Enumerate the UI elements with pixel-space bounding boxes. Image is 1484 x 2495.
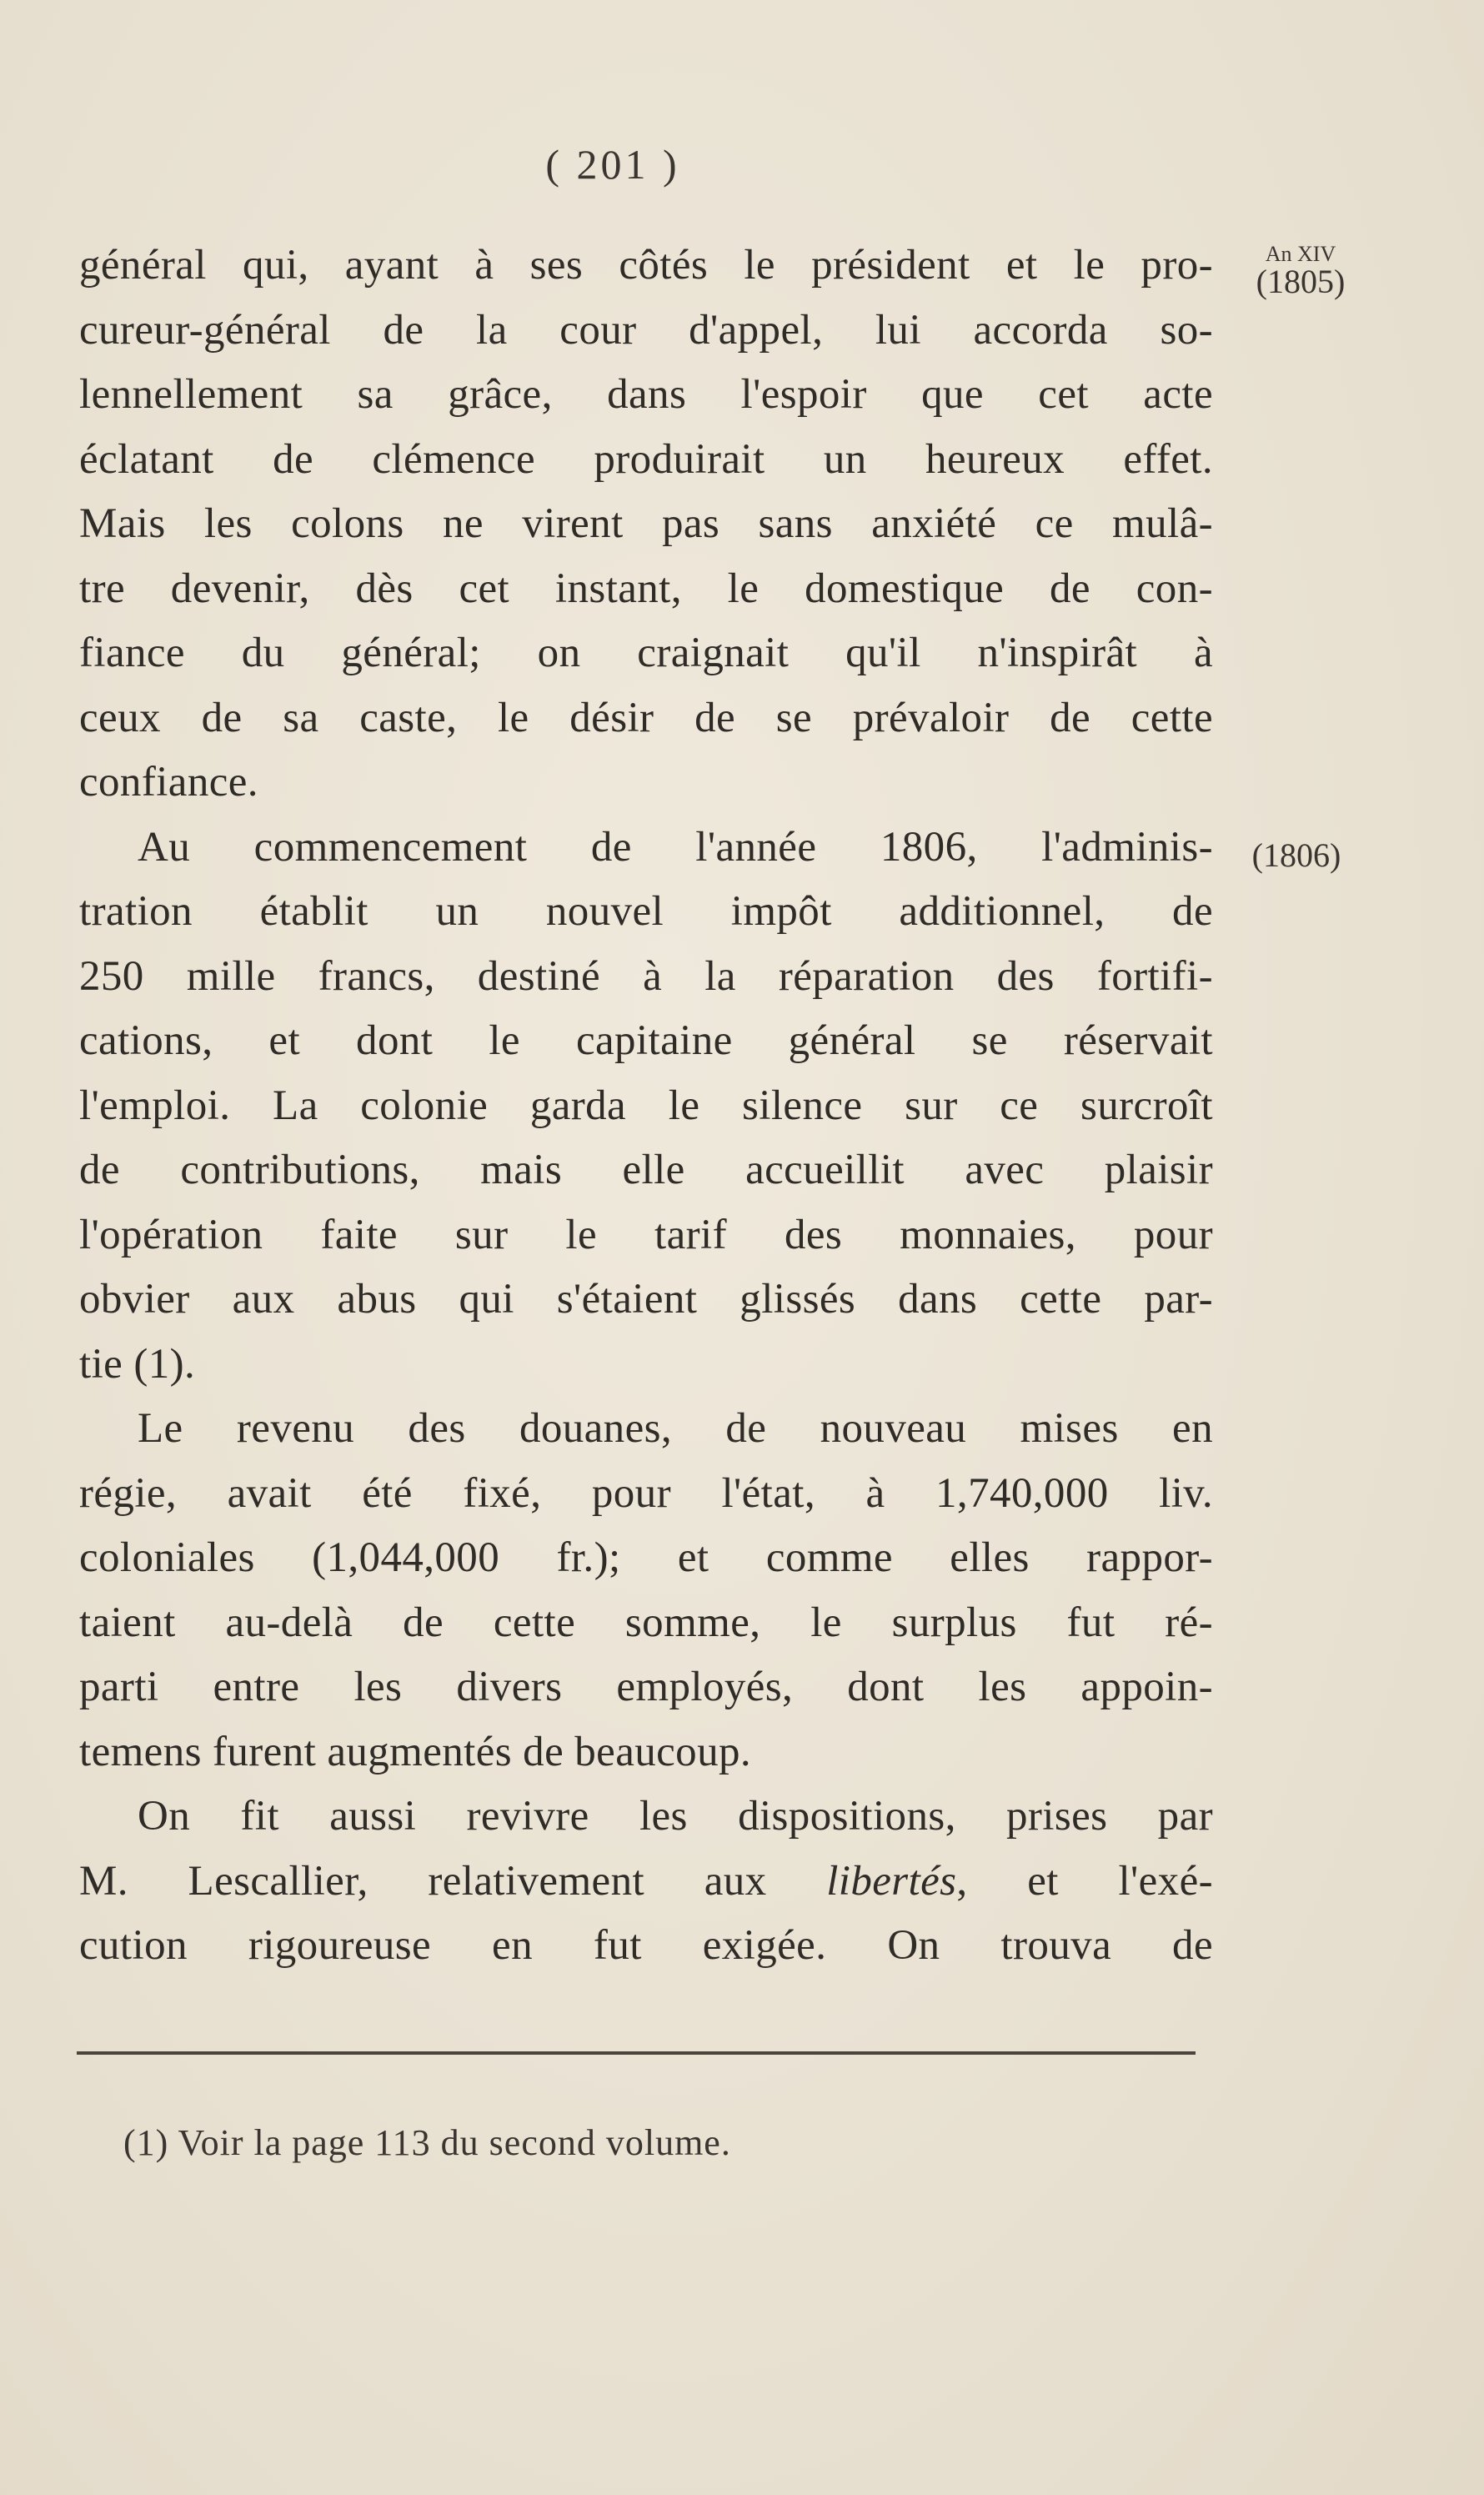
text-line: tie (1). — [79, 1340, 196, 1388]
margin-note-an-xiv: An XIV — [1265, 242, 1336, 266]
text-line: tre devenir, dès cet instant, le domestique de con- — [79, 565, 1213, 612]
text-line: temens furent augmentés de beaucoup. — [79, 1728, 752, 1775]
text-line: l'opération faite sur le tarif des monnaies, pour — [79, 1211, 1213, 1258]
text-line: de contributions, mais elle accueillit avec plaisir — [79, 1147, 1213, 1193]
text-line: On fit aussi revivre les dispositions, prises par — [138, 1793, 1213, 1840]
text-line: régie, avait été fixé, pour l'état, à 1,740,000 liv. — [79, 1469, 1213, 1517]
body-text — [79, 233, 1213, 1979]
margin-note-1806 — [1221, 836, 1371, 874]
text-line: ceux de sa caste, le désir de se prévaloir de cette — [79, 694, 1213, 741]
text-line: cations, et dont le capitaine général se réservait — [79, 1017, 1213, 1064]
text-line: général qui, ayant à ses côtés le président et le pro- — [79, 242, 1213, 289]
text-line: confiance. — [79, 759, 258, 806]
text-line: éclatant de clémence produirait un heureux effet. — [79, 435, 1213, 483]
text-segment: M. Lescallier, relativement aux — [79, 1857, 767, 1905]
margin-note-year-1806: (1806) — [1251, 836, 1341, 874]
page-number: ( 201 ) — [545, 141, 680, 188]
text-line: Le revenu des douanes, de nouveau mises en — [138, 1405, 1213, 1452]
text-line: lennellement sa grâce, dans l'espoir que cet acte — [79, 371, 1213, 418]
text-line-with-italic — [79, 1850, 1213, 1915]
text-line: cution rigoureuse en fut exigée. On trouva de — [79, 1922, 1213, 1969]
text-line: coloniales (1,044,000 fr.); et comme elles rappor- — [79, 1534, 1213, 1581]
text-line: l'emploi. La colonie garda le silence sur ce surcroît — [79, 1082, 1213, 1129]
text-line: parti entre les divers employés, dont les appoin- — [79, 1664, 1213, 1710]
text-line: taient au-delà de cette somme, le surplus fut ré- — [79, 1599, 1213, 1646]
footnote: (1) Voir la page 113 du second volume. — [123, 2122, 731, 2163]
margin-note-1805 — [1238, 243, 1363, 299]
text-line: Au commencement de l'année 1806, l'adminis- — [138, 823, 1213, 871]
text-line: cureur-général de la cour d'appel, lui accorda so- — [79, 306, 1213, 354]
footnote-divider — [77, 2051, 1196, 2055]
text-line: fiance du général; on craignait qu'il n'inspirât à — [79, 630, 1213, 676]
margin-note-year-1805: (1805) — [1256, 263, 1346, 300]
text-line: obvier aux abus qui s'étaient glissés dans cette par- — [79, 1276, 1213, 1323]
text-line: Mais les colons ne virent pas sans anxiété ce mulâ- — [79, 500, 1213, 547]
text-line: tration établit un nouvel impôt additionnel, de — [79, 888, 1213, 935]
text-segment: , et l'exé- — [956, 1857, 1213, 1905]
text-line: 250 mille francs, destiné à la réparation des fortifi- — [79, 952, 1213, 1000]
italic-word: libertés — [826, 1857, 957, 1905]
